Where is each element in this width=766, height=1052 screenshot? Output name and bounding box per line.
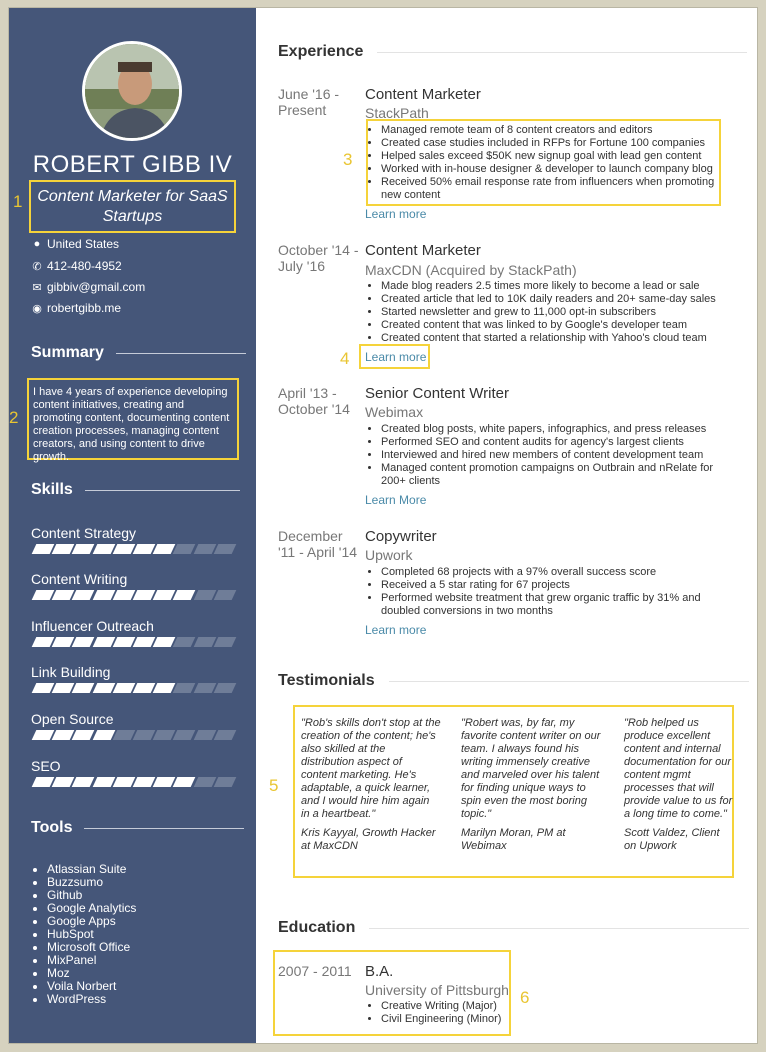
testimonial: "Robert was, by far, my favorite content writer on our team. I always found his writing immensely creative and marveled over his talent for finding unique ways to spin even the most boring topic." Marilyn Moran, PM at Webimax (461, 717, 601, 852)
skill-bar-segment (193, 730, 216, 740)
skill-bar-segment (72, 730, 95, 740)
skill-bar-segment (92, 590, 115, 600)
job-bullets (381, 280, 721, 345)
skill-bar (31, 544, 233, 554)
skill-label: Content Strategy (31, 525, 137, 541)
skill-bar-segment (72, 637, 95, 647)
testimonials-title: Testimonials (278, 672, 749, 690)
list-item: • Created content that started a relationship with Yahoo's cloud team (381, 332, 721, 345)
list-item: • Voila Norbert (47, 980, 136, 993)
learn-more-link[interactable]: Learn more (365, 350, 427, 364)
list-item: • Helped sales exceed $50K new signup goal with lead gen content (381, 150, 721, 163)
experience-title: Experience (278, 43, 747, 61)
list-item: • Received a 5 star rating for 67 projects (381, 579, 721, 592)
list-item: • Managed content promotion campaigns on Outbrain and nRelate for 200+ clients (381, 462, 721, 488)
list-item: • Worked with in-house designer & developer to launch company blog (381, 163, 721, 176)
divider (85, 490, 240, 491)
list-item: • Created case studies included in RFPs for Fortune 100 companies (381, 137, 721, 150)
list-item: • Civil Engineering (Minor) (381, 1013, 721, 1026)
skill-bar-segment (92, 544, 115, 554)
divider (369, 928, 749, 929)
list-item: • Performed SEO and content audits for agency's largest clients (381, 436, 721, 449)
sidebar (9, 8, 256, 1044)
list-item: • Google Apps (47, 915, 136, 928)
skill-bar (31, 683, 233, 693)
location-icon: ● (33, 238, 41, 250)
phone-icon: ✆ (32, 260, 42, 273)
learn-more-link[interactable]: Learn more (365, 623, 427, 637)
contact-email[interactable]: ✉ gibbiv@gmail.com (30, 280, 145, 294)
avatar (82, 41, 182, 141)
tools-list (47, 863, 136, 1006)
skill-bar-segment (213, 777, 236, 787)
skill-bar-segment (213, 730, 236, 740)
annotation-number: 3 (343, 150, 353, 169)
list-item: • WordPress (47, 993, 136, 1006)
job-bullets (381, 566, 721, 618)
job-company: MaxCDN (Acquired by StackPath) (365, 262, 577, 278)
skill-bar-segment (213, 683, 236, 693)
learn-more-link[interactable]: Learn More (365, 493, 427, 507)
list-item: • Microsoft Office (47, 941, 136, 954)
testimonial-author: Kris Kayyal, Growth Hacker at MaxCDN (301, 827, 436, 852)
list-item: • Interviewed and hired new members of content development team (381, 449, 721, 462)
profile-name: ROBERT GIBB IV (32, 151, 233, 178)
skill-bar-segment (112, 683, 135, 693)
skill-bar-segment (213, 637, 236, 647)
learn-more-link[interactable]: Learn more (365, 207, 427, 221)
skill-bar (31, 637, 233, 647)
annotation-number: 1 (13, 192, 23, 211)
skill-bar (31, 590, 233, 600)
job-role: Copywriter (365, 528, 437, 545)
skill-label: Influencer Outreach (31, 618, 154, 634)
main-content (256, 8, 758, 1044)
skill-bar-segment (72, 777, 95, 787)
skill-bar-segment (72, 590, 95, 600)
tools-title: Tools (31, 819, 244, 837)
skill-bar-segment (173, 730, 196, 740)
skill-bar-segment (173, 683, 196, 693)
divider (116, 353, 246, 354)
job-bullets (381, 124, 721, 202)
education-date: 2007 - 2011 (278, 963, 352, 979)
list-item: • Performed website treatment that grew organic traffic by 31% and doubled conversions in two months (381, 592, 721, 618)
testimonial-author: Marilyn Moran, PM at Webimax (461, 827, 566, 852)
job-company: Webimax (365, 404, 424, 420)
list-item: • Buzzsumo (47, 876, 136, 889)
list-item: • Github (47, 889, 136, 902)
skill-bar-segment (92, 730, 115, 740)
job-date: October '14 - July '16 (278, 242, 359, 274)
job-company: Upwork (365, 547, 413, 563)
job-date: December '11 - April '14 (278, 528, 358, 560)
list-item: • Creative Writing (Major) (381, 1000, 721, 1013)
skill-bar-segment (112, 590, 135, 600)
testimonial: "Rob helped us produce excellent content and internal documentation for our content mgmt processes that will provide value to us for a long time to come." Scott Valdez, Client on Upwork (624, 717, 733, 852)
skill-bar-segment (173, 590, 196, 600)
resume-page (8, 7, 758, 1044)
list-item: • HubSpot (47, 928, 136, 941)
list-item: • MixPanel (47, 954, 136, 967)
list-item: • Created blog posts, white papers, infographics, and press releases (381, 423, 721, 436)
annotation-number: 5 (269, 776, 279, 795)
divider (377, 52, 747, 53)
divider (84, 828, 244, 829)
job-role: Senior Content Writer (365, 385, 509, 402)
skill-bar-segment (193, 544, 216, 554)
job-role: Content Marketer (365, 86, 481, 103)
list-item: • Completed 68 projects with a 97% overall success score (381, 566, 721, 579)
education-majors (381, 1000, 721, 1026)
job-role: Content Marketer (365, 242, 481, 259)
job-date: June '16 - Present (278, 86, 340, 118)
education-school: University of Pittsburgh (365, 982, 509, 998)
testimonial-author: Scott Valdez, Client on Upwork (624, 827, 720, 852)
list-item: • Atlassian Suite (47, 863, 136, 876)
list-item: • Created article that led to 10K daily readers and 20+ same-day sales (381, 293, 721, 306)
skill-label: SEO (31, 758, 61, 774)
skill-bar-segment (92, 683, 115, 693)
skill-bar-segment (173, 637, 196, 647)
list-item: • Created content that was linked to by Google's developer team (381, 319, 721, 332)
skill-bar-segment (193, 590, 216, 600)
skill-bar-segment (72, 544, 95, 554)
skill-bar-segment (213, 544, 236, 554)
skill-bar-segment (92, 637, 115, 647)
list-item: • Moz (47, 967, 136, 980)
skill-bar-segment (112, 777, 135, 787)
education-degree: B.A. (365, 963, 394, 980)
job-date: April '13 - October '14 (278, 385, 350, 417)
list-item: • Started newsletter and grew to 11,000 opt-in subscribers (381, 306, 721, 319)
skill-bar-segment (72, 683, 95, 693)
skill-bar-segment (213, 590, 236, 600)
skills-title: Skills (31, 481, 240, 499)
skill-bar-segment (173, 777, 196, 787)
education-title: Education (278, 919, 749, 937)
skill-bar-segment (173, 544, 196, 554)
list-item: • Received 50% email response rate from influencers when promoting new content (381, 176, 721, 202)
divider (389, 681, 749, 682)
job-bullets (381, 423, 721, 488)
list-item: • Google Analytics (47, 902, 136, 915)
skill-bar (31, 777, 233, 787)
skill-bar-segment (112, 544, 135, 554)
contact-location: ● United States (30, 237, 119, 251)
skill-bar-segment (112, 637, 135, 647)
skill-bar-segment (112, 730, 135, 740)
skill-bar (31, 730, 233, 740)
skill-bar-segment (193, 683, 216, 693)
contact-phone: ✆ 412-480-4952 (30, 259, 122, 273)
skill-label: Link Building (31, 664, 111, 680)
annotation-number: 6 (520, 988, 530, 1007)
skill-bar-segment (92, 777, 115, 787)
skill-label: Content Writing (31, 571, 128, 587)
skill-label: Open Source (31, 711, 114, 727)
list-item: • Managed remote team of 8 content creators and editors (381, 124, 721, 137)
email-icon: ✉ (32, 281, 42, 294)
testimonial: "Rob's skills don't stop at the creation of the content; he's also skilled at the distribution aspect of content marketing. He's adaptable, a quick learner, and I would hire him again in a heartbeat." Kris Kayyal, Growth Hacker at MaxCDN (301, 717, 441, 852)
summary-text: I have 4 years of experience developing content initiatives, creating and promoting content, documenting content creation processes, managing content creators, and using content to drive growth. (27, 378, 239, 460)
summary-title: Summary (31, 344, 246, 362)
list-item: • Made blog readers 2.5 times more likely to become a lead or sale (381, 280, 721, 293)
globe-icon: ◉ (32, 302, 42, 315)
skill-bar-segment (193, 637, 216, 647)
skill-bar-segment (193, 777, 216, 787)
profile-headline: Content Marketer for SaaS Startups (29, 180, 236, 233)
job-company: StackPath (365, 105, 429, 121)
annotation-number: 2 (9, 408, 19, 427)
annotation-number: 4 (340, 349, 350, 368)
contact-website[interactable]: ◉ robertgibb.me (30, 301, 121, 315)
